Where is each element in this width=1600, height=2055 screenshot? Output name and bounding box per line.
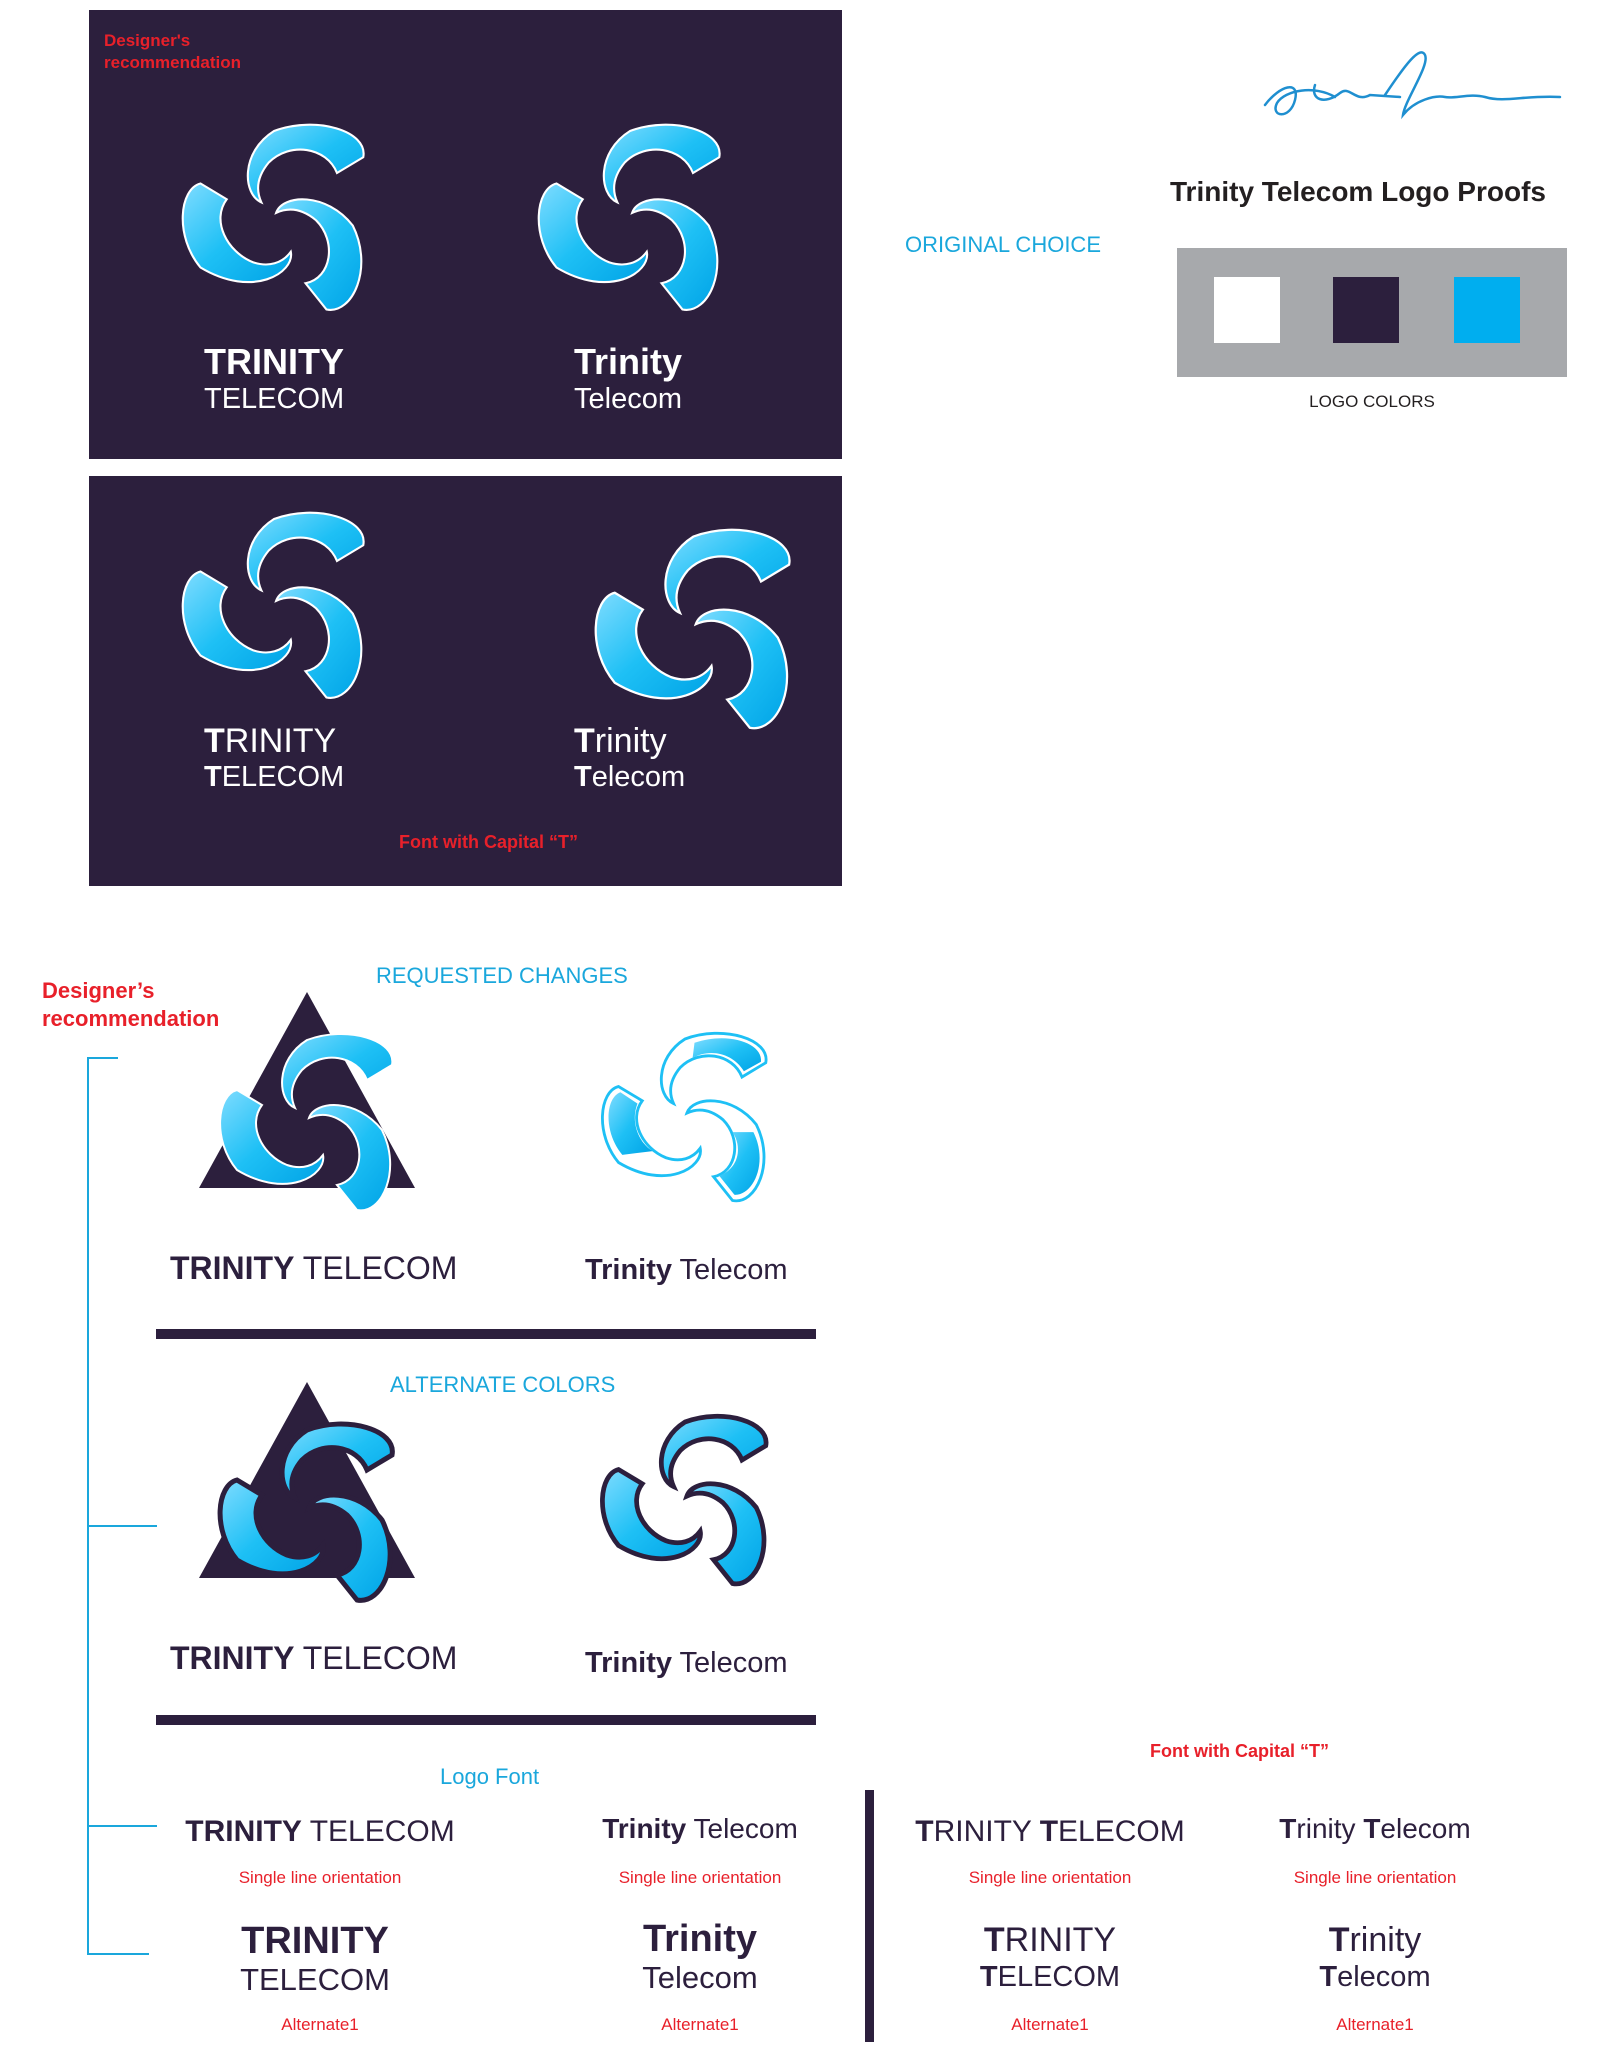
bracket-tick	[87, 1825, 157, 1827]
row1-right-wordmark: Trinity Telecom	[585, 1254, 788, 1286]
bracket-tick	[87, 1525, 157, 1527]
page-title: Trinity Telecom Logo Proofs	[1170, 176, 1546, 207]
panel2-left-wordmark: TRINITY TELECOM	[204, 722, 345, 793]
swatch-cyan	[1454, 277, 1520, 343]
row2-right-wordmark: Trinity Telecom	[585, 1647, 788, 1679]
logo-panel-1	[89, 10, 842, 459]
requested-changes-label: REQUESTED CHANGES	[376, 963, 628, 988]
wordmark-line2: Telecom	[574, 383, 682, 415]
wordmark-line1: TRINITY	[204, 341, 344, 382]
panel1-right-wordmark	[574, 342, 774, 416]
single-line-label: Single line orientation	[618, 1868, 782, 1887]
alternate-colors-label: ALTERNATE COLORS	[390, 1372, 616, 1397]
swatch-navy	[1333, 277, 1399, 343]
swirl-logo-icon	[169, 110, 379, 320]
font-c-single: TRINITY TELECOM	[915, 1815, 1185, 1848]
swirl-light-logo-icon	[590, 1015, 780, 1215]
triangle-logo-dark-icon	[198, 1380, 416, 1610]
divider-bar	[156, 1329, 816, 1339]
single-line-label: Single line orientation	[968, 1868, 1132, 1887]
font-d-single: Trinity Telecom	[1279, 1813, 1471, 1844]
triangle-logo-icon	[198, 990, 416, 1220]
font-b-single: Trinity Telecom	[602, 1813, 798, 1844]
divider-bar	[156, 1715, 816, 1725]
panel1-left-wordmark	[204, 342, 404, 416]
bracket-vertical	[87, 1057, 89, 1955]
swirl-logo-icon	[169, 498, 379, 708]
signature-icon	[1255, 45, 1570, 130]
panel2-right-wordmark: Trinity Telecom	[574, 722, 686, 793]
alternate-label: Alternate1	[1011, 2015, 1089, 2034]
logo-font-label: Logo Font	[440, 1764, 540, 1789]
font-d-alt: Trinity Telecom	[1319, 1921, 1431, 1993]
color-swatch-panel	[1177, 248, 1567, 377]
row2-left-wordmark: TRINITY TELECOM	[170, 1640, 458, 1676]
wordmark-line1: Trinity	[574, 341, 683, 382]
logo-panel-2	[89, 476, 842, 886]
swirl-logo-icon	[525, 110, 735, 320]
bracket-tick	[87, 1057, 118, 1059]
single-line-label: Single line orientation	[238, 1868, 402, 1887]
font-c-alt: TRINITY TELECOM	[979, 1921, 1121, 1993]
capital-t-note: Font with Capital “T”	[399, 832, 578, 852]
designer-note-2: Designer’s recommendation	[42, 978, 220, 1031]
alternate-label: Alternate1	[281, 2015, 359, 2034]
wordmark-line2: TELECOM	[204, 383, 345, 415]
font-a-alt: TRINITY TELECOM	[240, 1920, 390, 1997]
swirl-dark-logo-icon	[590, 1398, 780, 1598]
swatch-white	[1214, 277, 1280, 343]
font-b-alt: Trinity Telecom	[642, 1918, 758, 1995]
bracket-tick	[87, 1953, 149, 1955]
alternate-label: Alternate1	[661, 2015, 739, 2034]
swirl-logo-icon	[581, 514, 806, 739]
row1-left-wordmark: TRINITY TELECOM	[170, 1250, 458, 1286]
original-choice-label: ORIGINAL CHOICE	[905, 232, 1101, 257]
logo-colors-label: LOGO COLORS	[1309, 392, 1435, 411]
single-line-label: Single line orientation	[1293, 1868, 1457, 1887]
capital-t-label: Font with Capital “T”	[1150, 1741, 1329, 1761]
vertical-divider	[865, 1790, 874, 2042]
alternate-label: Alternate1	[1336, 2015, 1414, 2034]
designer-note: Designer's recommendation	[104, 31, 241, 72]
font-a-single: TRINITY TELECOM	[185, 1815, 455, 1848]
